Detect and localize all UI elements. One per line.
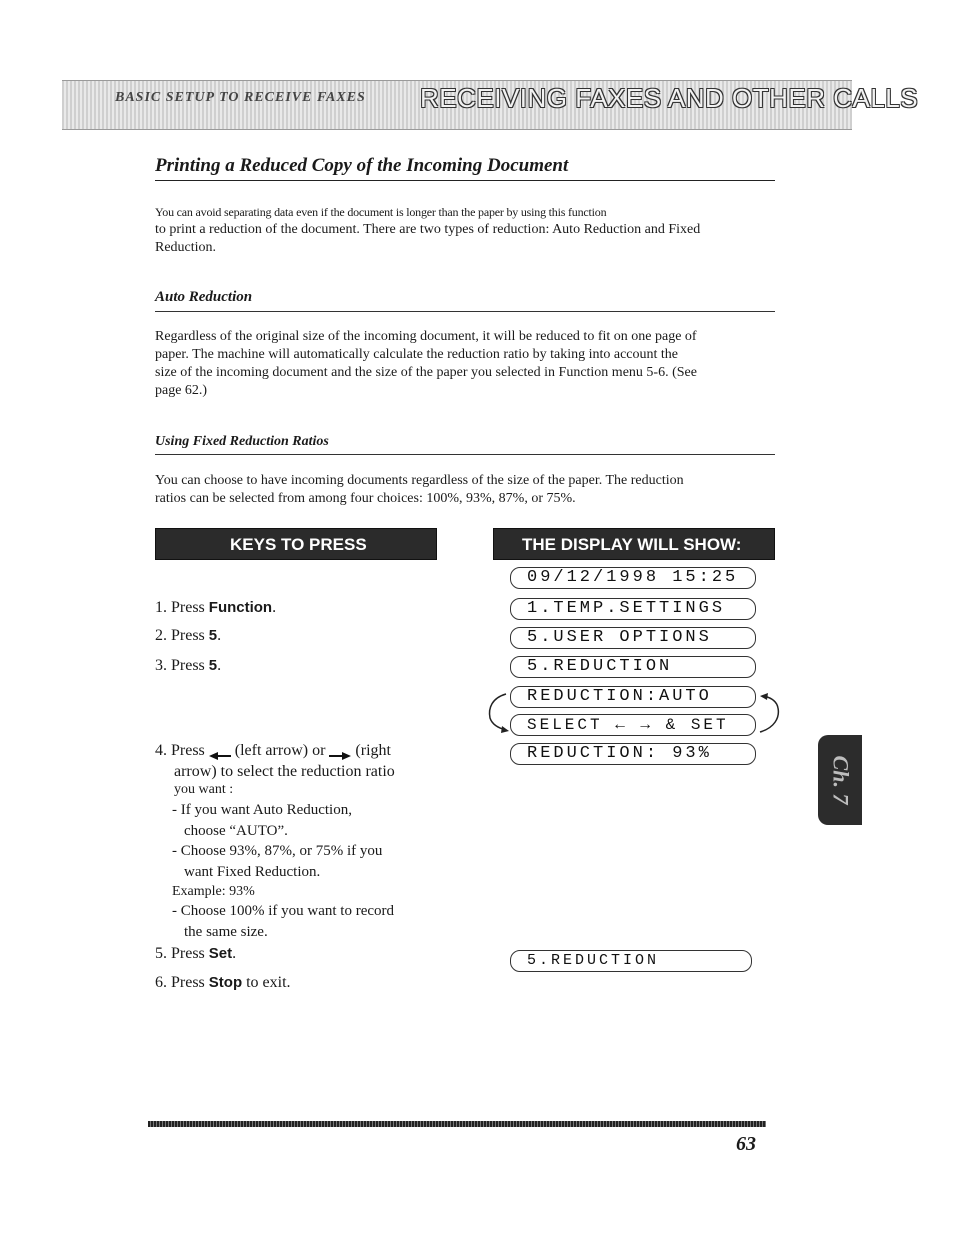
main-heading: Printing a Reduced Copy of the Incoming Document bbox=[155, 155, 569, 176]
step-4-bullet-3b: the same size. bbox=[184, 924, 268, 940]
lcd-reduction-93: REDUCTION: 93% bbox=[510, 743, 756, 765]
lcd-temp-settings: 1.TEMP.SETTINGS bbox=[510, 598, 756, 620]
lcd-user-options: 5.USER OPTIONS bbox=[510, 627, 756, 649]
fixed-line-2: ratios can be selected from among four choices: 100%, 93%, 87%, or 75%. bbox=[155, 491, 576, 506]
key-5-label: 5 bbox=[208, 657, 218, 674]
right-arrow-icon bbox=[329, 746, 351, 756]
auto-line-4: page 62.) bbox=[155, 383, 208, 398]
auto-reduction-heading: Auto Reduction bbox=[155, 289, 253, 305]
step-4-bullet-2b: want Fixed Reduction. bbox=[184, 864, 321, 880]
set-key-label: Set bbox=[208, 945, 233, 962]
cycle-arrow-right-icon bbox=[756, 692, 786, 736]
chapter-tab: Ch. 7 bbox=[818, 735, 862, 825]
lcd-reduction-final: 5.REDUCTION bbox=[510, 950, 752, 972]
display-will-show-header: THE DISPLAY WILL SHOW: bbox=[493, 528, 775, 560]
footer-rule bbox=[148, 1121, 766, 1127]
step-4-bullet-2a: - Choose 93%, 87%, or 75% if you bbox=[172, 843, 383, 859]
fixed-reduction-rule bbox=[155, 454, 775, 455]
keys-to-press-header: KEYS TO PRESS bbox=[155, 528, 437, 560]
header-chapter-title: RECEIVING FAXES AND OTHER CALLS bbox=[420, 83, 919, 113]
fixed-line-1: You can choose to have incoming documents regardless of the size of the paper. The reduction bbox=[155, 473, 684, 488]
main-heading-rule bbox=[155, 180, 775, 181]
lcd-date-time: 09/12/1998 15:25 bbox=[510, 567, 756, 589]
stop-key-label: Stop bbox=[208, 974, 243, 991]
step-1: 1. Press Function. bbox=[155, 599, 277, 616]
intro-paragraph bbox=[155, 203, 777, 257]
left-arrow-icon bbox=[209, 746, 231, 756]
lcd-select-set: SELECT ← → & SET bbox=[510, 714, 756, 736]
function-key-label: Function bbox=[208, 599, 273, 616]
header-section-label: BASIC SETUP TO RECEIVE FAXES bbox=[115, 90, 366, 105]
step-4-bullet-3a: - Choose 100% if you want to record bbox=[172, 903, 395, 919]
key-5-label: 5 bbox=[208, 627, 218, 644]
auto-line-2: paper. The machine will automatically calculate the reduction ratio by taking into account the bbox=[155, 347, 678, 362]
step-4-line-2: arrow) to select the reduction ratio bbox=[174, 763, 395, 780]
step-5: 5. Press Set. bbox=[155, 945, 237, 962]
step-4-line-3: you want : bbox=[174, 782, 234, 797]
step-6: 6. Press Stop to exit. bbox=[155, 974, 291, 991]
cycle-arrow-left-icon bbox=[480, 690, 510, 734]
auto-line-1: Regardless of the original size of the incoming document, it will be reduced to fit on one page of bbox=[155, 329, 697, 344]
intro-line-3: Reduction. bbox=[155, 240, 217, 255]
lcd-reduction-auto: REDUCTION:AUTO bbox=[510, 686, 756, 708]
step-4-example: Example: 93% bbox=[172, 884, 255, 899]
step-2: 2. Press 5. bbox=[155, 627, 222, 644]
page-number: 63 bbox=[736, 1133, 756, 1155]
auto-reduction-rule bbox=[155, 311, 775, 312]
intro-line-2: to print a reduction of the document. There are two types of reduction: Auto Reduction and Fixed bbox=[155, 222, 701, 237]
step-4-bullet-1b: choose “AUTO”. bbox=[184, 823, 288, 839]
lcd-reduction-menu: 5.REDUCTION bbox=[510, 656, 756, 678]
step-3: 3. Press 5. bbox=[155, 657, 222, 674]
auto-reduction-paragraph bbox=[155, 328, 777, 400]
step-4: 4. Press (left arrow) or (right arrow) to select the reduction ratio you want : - If you want Auto Reduction, choose “AUTO”. - Choose 93%, 87%, or 75% if you want Fixed Reduction. Example: 93% - Choose 100% if you want to record the same size. bbox=[155, 740, 445, 943]
auto-line-3: size of the incoming document and the size of the paper you selected in Function menu 5-6. (See bbox=[155, 365, 697, 380]
fixed-reduction-paragraph bbox=[155, 472, 777, 508]
intro-line-1: You can avoid separating data even if the document is longer than the paper by using this function bbox=[155, 205, 607, 219]
fixed-reduction-heading: Using Fixed Reduction Ratios bbox=[155, 434, 329, 449]
step-4-bullet-1a: - If you want Auto Reduction, bbox=[172, 802, 352, 818]
